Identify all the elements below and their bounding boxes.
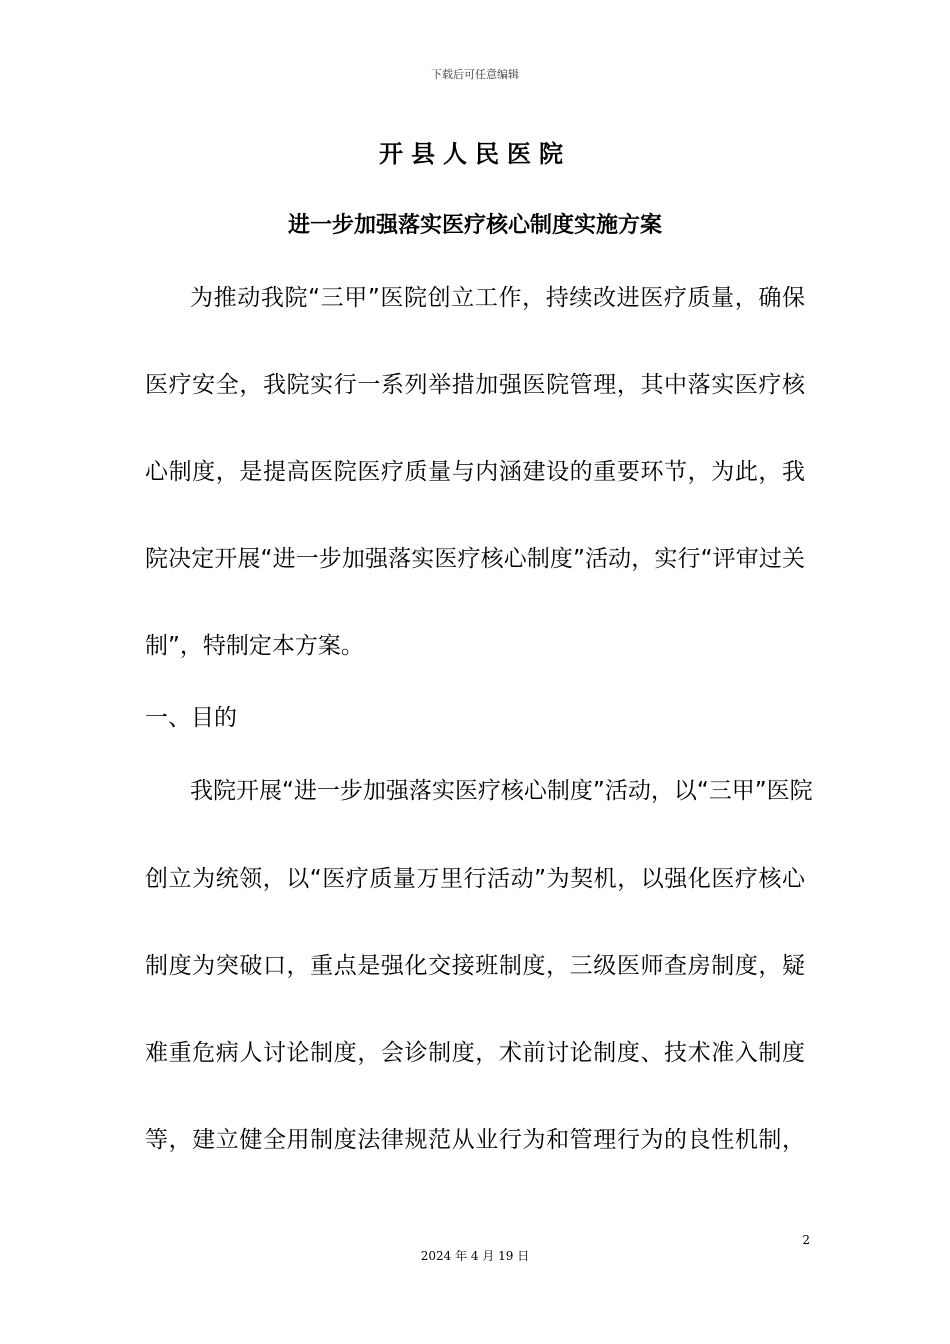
intro-line-3: 心制度，是提高医院医疗质量与内涵建设的重要环节，为此，我 <box>145 459 805 485</box>
intro-line-2: 医疗安全，我院实行一系列举措加强医院管理，其中落实医疗核 <box>145 372 805 398</box>
purpose-line-2: 创立为统领，以“医疗质量万里行活动”为契机，以强化医疗核心 <box>145 866 805 892</box>
intro-line-5: 制”，特制定本方案。 <box>145 633 364 659</box>
footer-date: 2024 年 4 月 19 日 <box>420 1249 530 1263</box>
document-title: 开县人民医院 <box>379 140 571 168</box>
purpose-line-4: 难重危病人讨论制度，会诊制度，术前讨论制度、技术准入制度 <box>145 1040 805 1066</box>
purpose-line-3: 制度为突破口，重点是强化交接班制度，三级医师查房制度，疑 <box>145 953 805 979</box>
header-note: 下载后可任意编辑 <box>431 68 519 81</box>
purpose-line-1: 我院开展“进一步加强落实医疗核心制度”活动，以“三甲”医院 <box>190 778 813 804</box>
page-number: 2 <box>802 1233 810 1247</box>
intro-line-4: 院决定开展“进一步加强落实医疗核心制度”活动，实行“评审过关 <box>145 546 805 572</box>
document-subtitle: 进一步加强落实医疗核心制度实施方案 <box>287 213 662 238</box>
intro-line-1: 为推动我院“三甲”医院创立工作，持续改进医疗质量，确保 <box>190 285 805 311</box>
section-heading-purpose: 一、目的 <box>145 705 237 731</box>
purpose-line-5: 等，建立健全用制度法律规范从业行为和管理行为的良性机制， <box>145 1127 805 1153</box>
